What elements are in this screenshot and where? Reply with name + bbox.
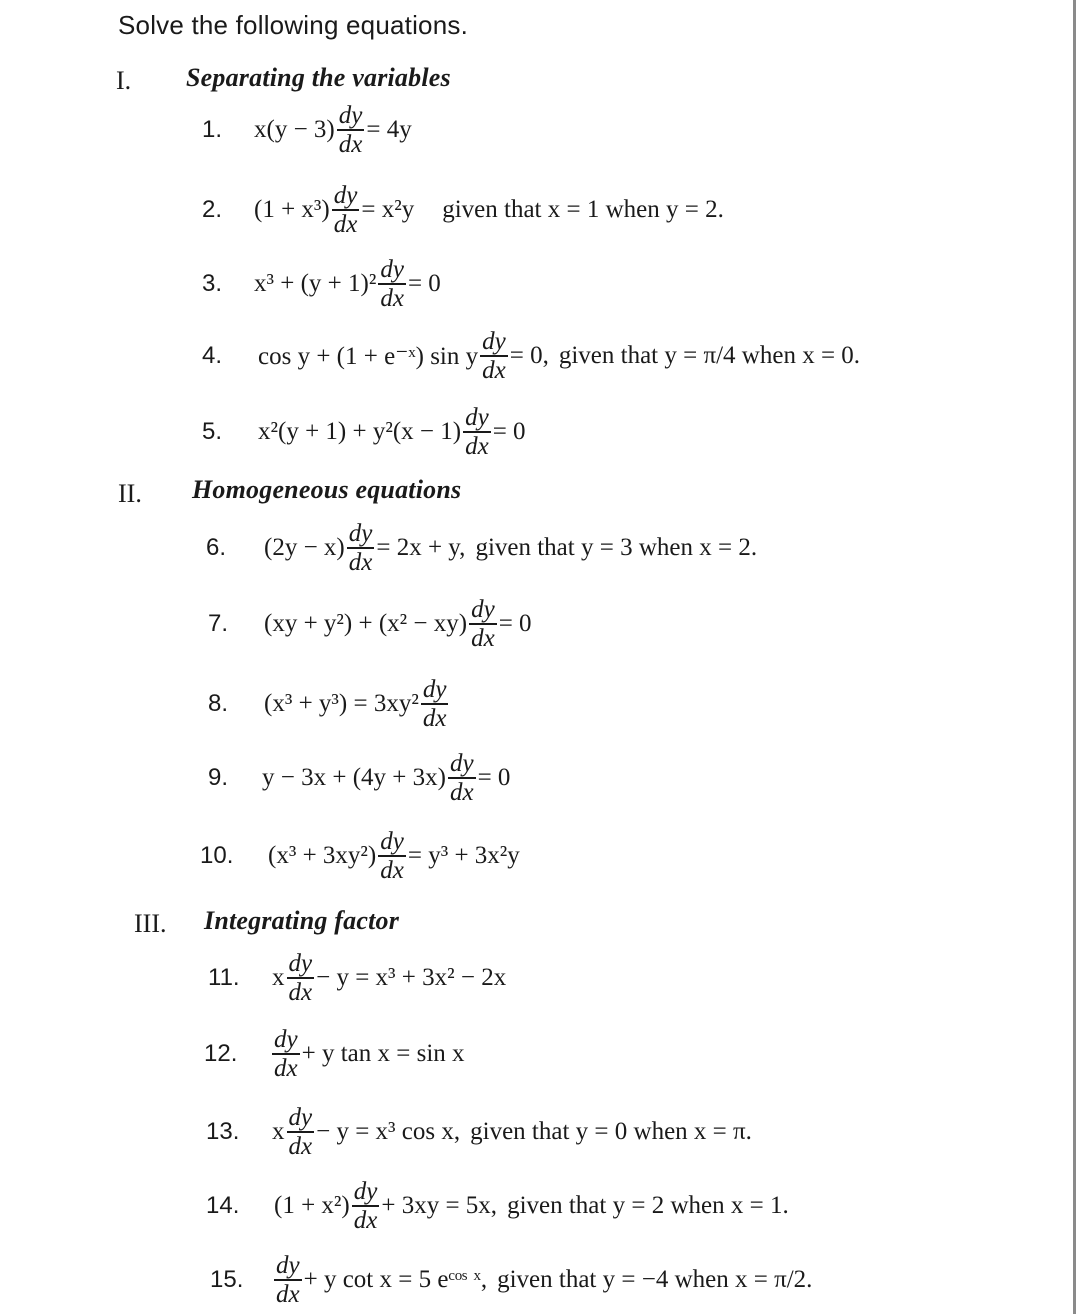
problem-number: 8. xyxy=(208,690,229,717)
equation-left: (xy + y²) + (x² − xy) xyxy=(264,610,468,637)
derivative-fraction: $\frac{dy}{dx}$ xyxy=(353,1178,378,1234)
equation-right: + y cot x = 5 eᶜᵒˢ ˣ, xyxy=(303,1266,488,1293)
condition: given that x = 1 when y = 2. xyxy=(442,196,724,223)
problem-number: 12. xyxy=(204,1040,238,1067)
problem-9 xyxy=(208,750,520,806)
problem-5 xyxy=(202,404,536,460)
problem-4 xyxy=(202,328,860,384)
equation-right: + y tan x = sin x xyxy=(301,1040,465,1067)
equation-left: x xyxy=(272,964,285,991)
condition: given that y = −4 when x = π/2. xyxy=(497,1266,813,1293)
equation xyxy=(264,521,465,575)
problem-number: 6. xyxy=(206,534,227,561)
problem-number: 15. xyxy=(210,1266,244,1293)
problem-10 xyxy=(200,828,530,884)
problem-12 xyxy=(204,1026,475,1082)
problem-number: 14. xyxy=(206,1192,240,1219)
derivative-fraction: $\frac{dy}{dx}$ xyxy=(338,102,363,158)
derivative-fraction: $\frac{dy}{dx}$ xyxy=(380,828,404,884)
equation-left: x xyxy=(272,1118,285,1145)
condition: given that y = 3 when x = 2. xyxy=(475,534,758,561)
equation-left: x(y − 3) xyxy=(254,116,335,143)
equation xyxy=(264,597,532,651)
equation-left: (x³ + y³) = 3xy² xyxy=(264,690,419,717)
equation xyxy=(270,1027,465,1081)
equation-left: (x³ + 3xy²) xyxy=(268,842,377,869)
section-number: I. xyxy=(116,66,132,95)
problem-8 xyxy=(208,676,460,732)
problem-14 xyxy=(206,1178,789,1234)
equation-left: x³ + (y + 1)² xyxy=(254,270,377,297)
equation-right: + 3xy = 5x, xyxy=(381,1192,498,1219)
equation xyxy=(258,405,526,459)
problem-number: 7. xyxy=(208,610,229,637)
derivative-fraction: $\frac{dy}{dx}$ xyxy=(288,950,313,1006)
problem-7 xyxy=(208,596,542,652)
section-title: Homogeneous equations xyxy=(192,475,462,504)
equation-left: x²(y + 1) + y²(x − 1) xyxy=(258,418,462,445)
equation xyxy=(264,677,450,731)
derivative-fraction: $\frac{dy}{dx}$ xyxy=(380,256,404,312)
derivative-fraction: $\frac{dy}{dx}$ xyxy=(288,1104,313,1160)
equation xyxy=(262,751,510,805)
equation-right: = 0 xyxy=(407,270,441,297)
condition: given that y = π/4 when x = 0. xyxy=(558,342,861,369)
problem-13 xyxy=(206,1104,752,1160)
derivative-fraction: $\frac{dy}{dx}$ xyxy=(449,750,474,806)
derivative-fraction: $\frac{dy}{dx}$ xyxy=(471,596,495,652)
section-title: Integrating factor xyxy=(204,906,400,935)
problem-number: 3. xyxy=(202,270,223,297)
condition: given that y = 0 when x = π. xyxy=(470,1118,752,1145)
derivative-fraction: $\frac{dy}{dx}$ xyxy=(465,404,489,460)
equation-right: = 2x + y, xyxy=(376,534,466,561)
equation-right: = 0 xyxy=(492,418,526,445)
section-title: Separating the variables xyxy=(186,63,451,92)
section-number: III. xyxy=(134,909,167,938)
equation-left: (1 + x²) xyxy=(274,1192,350,1219)
equation xyxy=(272,1253,487,1307)
equation xyxy=(254,103,412,157)
equation xyxy=(258,329,549,383)
problem-15 xyxy=(210,1252,812,1308)
derivative-fraction: $\frac{dy}{dx}$ xyxy=(276,1252,300,1308)
problem-3 xyxy=(202,256,451,312)
derivative-fraction: $\frac{dy}{dx}$ xyxy=(333,182,358,238)
equation-right: = x²y xyxy=(361,196,415,223)
problem-number: 2. xyxy=(202,196,223,223)
equation xyxy=(254,183,414,237)
derivative-fraction: $\frac{dy}{dx}$ xyxy=(348,520,373,576)
problem-2 xyxy=(202,182,724,238)
problem-number: 1. xyxy=(202,116,223,143)
page-edge-rule xyxy=(1073,0,1076,1314)
equation-right: − y = x³ + 3x² − 2x xyxy=(316,964,507,991)
equation-right: = 0, xyxy=(509,342,549,369)
section-number: II. xyxy=(118,479,142,508)
problem-6 xyxy=(206,520,757,576)
equation-right: = 0 xyxy=(498,610,532,637)
equation xyxy=(274,1179,497,1233)
problem-number: 4. xyxy=(202,342,223,369)
equation xyxy=(272,1105,460,1159)
problem-number: 11. xyxy=(208,964,240,991)
equation xyxy=(272,951,506,1005)
equation-right: = 4y xyxy=(366,116,412,143)
equation xyxy=(268,829,520,883)
equation-right: = y³ + 3x²y xyxy=(407,842,520,869)
equation-left: cos y + (1 + e⁻ˣ) sin y xyxy=(258,343,479,370)
derivative-fraction: $\frac{dy}{dx}$ xyxy=(422,676,447,732)
equation-left: (1 + x³) xyxy=(254,196,330,223)
derivative-fraction: $\frac{dy}{dx}$ xyxy=(482,328,506,384)
page-title: Solve the following equations. xyxy=(118,10,469,40)
derivative-fraction: $\frac{dy}{dx}$ xyxy=(274,1026,298,1082)
problem-number: 9. xyxy=(208,764,229,791)
problem-number: 5. xyxy=(202,418,223,445)
problem-number: 10. xyxy=(200,842,234,869)
equation-right: = 0 xyxy=(477,764,511,791)
problem-number: 13. xyxy=(206,1118,240,1145)
problem-1 xyxy=(202,102,422,158)
problem-11 xyxy=(208,950,516,1006)
condition: given that y = 2 when x = 1. xyxy=(507,1192,789,1219)
equation-left: (2y − x) xyxy=(264,534,345,561)
equation-right: − y = x³ cos x, xyxy=(316,1118,461,1145)
equation-left: y − 3x + (4y + 3x) xyxy=(262,764,446,791)
equation xyxy=(254,257,441,311)
